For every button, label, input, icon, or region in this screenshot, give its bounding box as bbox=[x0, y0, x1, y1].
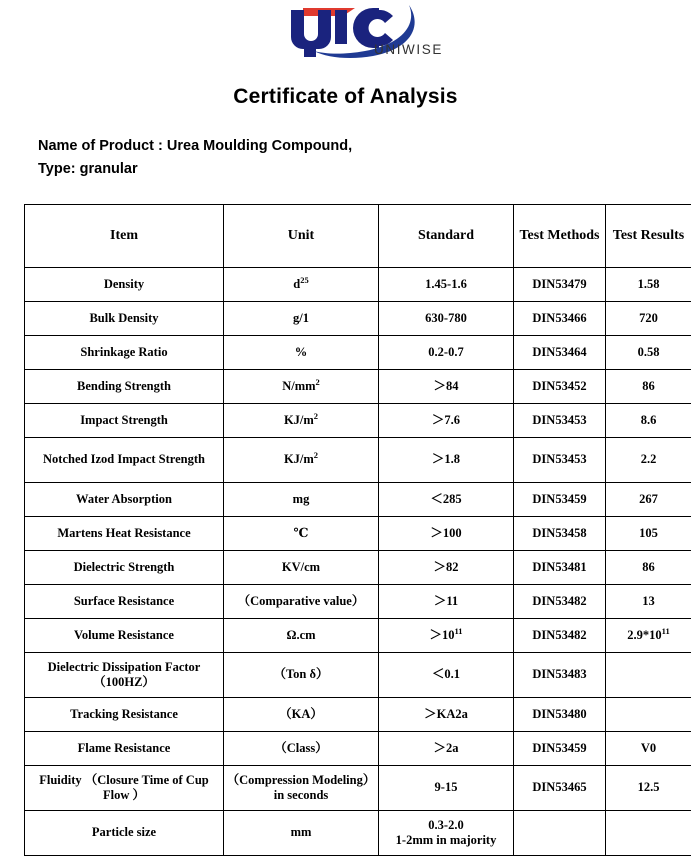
column-header-item: Item bbox=[25, 205, 224, 268]
cell-test-method: DIN53483 bbox=[514, 653, 606, 698]
table-row bbox=[25, 336, 691, 370]
cell-test-method: DIN53453 bbox=[514, 438, 606, 483]
cell-item: Particle size bbox=[25, 811, 224, 856]
cell-unit: （KA） bbox=[224, 698, 379, 732]
table-row bbox=[25, 653, 691, 698]
cell-standard: 1.45-1.6 bbox=[379, 268, 514, 302]
cell-test-result: 720 bbox=[606, 302, 691, 336]
cell-test-method bbox=[514, 811, 606, 856]
cell-test-method: DIN53464 bbox=[514, 336, 606, 370]
cell-test-method: DIN53481 bbox=[514, 551, 606, 585]
cell-test-result: 86 bbox=[606, 370, 691, 404]
cell-test-method: DIN53466 bbox=[514, 302, 606, 336]
cell-standard: ＞7.6 bbox=[379, 404, 514, 438]
table-row bbox=[25, 302, 691, 336]
cell-test-method: DIN53465 bbox=[514, 766, 606, 811]
cell-unit: $KJ/m^2$ bbox=[224, 404, 379, 438]
cell-standard: ＞82 bbox=[379, 551, 514, 585]
cell-standard: ＜0.1 bbox=[379, 653, 514, 698]
cell-item: Notched Izod Impact Strength bbox=[25, 438, 224, 483]
product-info bbox=[38, 135, 691, 182]
cell-test-method: DIN53482 bbox=[514, 619, 606, 653]
cell-standard: 0.3-2.0 1-2mm in majority bbox=[379, 811, 514, 856]
cell-item: Tracking Resistance bbox=[25, 698, 224, 732]
table-row bbox=[25, 438, 691, 483]
cell-unit: mm bbox=[224, 811, 379, 856]
cell-test-method: DIN53480 bbox=[514, 698, 606, 732]
cell-standard: ＞1.8 bbox=[379, 438, 514, 483]
cell-item: Impact Strength bbox=[25, 404, 224, 438]
cell-item: Bending Strength bbox=[25, 370, 224, 404]
table-row bbox=[25, 698, 691, 732]
table-row bbox=[25, 404, 691, 438]
cell-unit: Ω.cm bbox=[224, 619, 379, 653]
cell-item: Bulk Density bbox=[25, 302, 224, 336]
column-header-unit: Unit bbox=[224, 205, 379, 268]
cell-test-method: DIN53482 bbox=[514, 585, 606, 619]
table-row bbox=[25, 483, 691, 517]
table-row bbox=[25, 619, 691, 653]
cell-test-method: DIN53458 bbox=[514, 517, 606, 551]
cell-standard: ＞11 bbox=[379, 585, 514, 619]
cell-test-result bbox=[606, 811, 691, 856]
cell-unit: mg bbox=[224, 483, 379, 517]
cell-test-result: 1.58 bbox=[606, 268, 691, 302]
cell-standard: ＞100 bbox=[379, 517, 514, 551]
analysis-table-container bbox=[24, 204, 666, 856]
product-name-line: Name of Product : Urea Moulding Compound, bbox=[38, 135, 691, 158]
logo-area bbox=[0, 0, 691, 62]
cell-test-result: V0 bbox=[606, 732, 691, 766]
cell-standard: ＞84 bbox=[379, 370, 514, 404]
cell-unit: （Compression Modeling）in seconds bbox=[224, 766, 379, 811]
cell-standard: 0.2-0.7 bbox=[379, 336, 514, 370]
cell-item: Dielectric Dissipation Factor （100HZ） bbox=[25, 653, 224, 698]
cell-test-result: 8.6 bbox=[606, 404, 691, 438]
cell-item: Martens Heat Resistance bbox=[25, 517, 224, 551]
cell-test-result: 13 bbox=[606, 585, 691, 619]
cell-standard: ＞KA2a bbox=[379, 698, 514, 732]
cell-item: Surface Resistance bbox=[25, 585, 224, 619]
cell-unit: g/1 bbox=[224, 302, 379, 336]
cell-unit: KV/cm bbox=[224, 551, 379, 585]
cell-unit: $KJ/m^2$ bbox=[224, 438, 379, 483]
cell-item: Fluidity （Closure Time of Cup Flow ） bbox=[25, 766, 224, 811]
cell-test-method: DIN53452 bbox=[514, 370, 606, 404]
cell-item: Dielectric Strength bbox=[25, 551, 224, 585]
table-row bbox=[25, 551, 691, 585]
cell-standard: 9-15 bbox=[379, 766, 514, 811]
table-header-row bbox=[25, 205, 691, 268]
logo-wordmark: UNIWISE bbox=[374, 42, 443, 57]
product-type-line: Type: granular bbox=[38, 158, 691, 181]
table-row bbox=[25, 370, 691, 404]
cell-standard: ＞2a bbox=[379, 732, 514, 766]
cell-item: Shrinkage Ratio bbox=[25, 336, 224, 370]
cell-unit: $d^{25}$ bbox=[224, 268, 379, 302]
cell-item: Volume Resistance bbox=[25, 619, 224, 653]
cell-unit: % bbox=[224, 336, 379, 370]
column-header-standard: Standard bbox=[379, 205, 514, 268]
cell-item: Water Absorption bbox=[25, 483, 224, 517]
table-row bbox=[25, 268, 691, 302]
cell-test-result: 105 bbox=[606, 517, 691, 551]
cell-test-result bbox=[606, 698, 691, 732]
cell-unit: $N/mm^2$ bbox=[224, 370, 379, 404]
table-row bbox=[25, 811, 691, 856]
cell-test-method: DIN53453 bbox=[514, 404, 606, 438]
cell-test-result: 2.2 bbox=[606, 438, 691, 483]
table-row bbox=[25, 585, 691, 619]
table-row bbox=[25, 766, 691, 811]
cell-test-method: DIN53459 bbox=[514, 483, 606, 517]
column-header-test-methods: Test Methods bbox=[514, 205, 606, 268]
cell-test-result: $2.9*10^{11}$ bbox=[606, 619, 691, 653]
cell-unit: （Ton δ） bbox=[224, 653, 379, 698]
table-row bbox=[25, 732, 691, 766]
column-header-test-results: Test Results bbox=[606, 205, 691, 268]
analysis-table bbox=[24, 204, 691, 856]
cell-test-result: 267 bbox=[606, 483, 691, 517]
uic-logo-graphic bbox=[281, 2, 446, 60]
cell-test-result: 12.5 bbox=[606, 766, 691, 811]
table-row bbox=[25, 517, 691, 551]
page-title: Certificate of Analysis bbox=[0, 85, 691, 109]
company-logo bbox=[281, 2, 446, 60]
cell-standard: 630-780 bbox=[379, 302, 514, 336]
table-body bbox=[25, 205, 691, 856]
cell-test-result bbox=[606, 653, 691, 698]
cell-test-method: DIN53459 bbox=[514, 732, 606, 766]
cell-unit: （Comparative value） bbox=[224, 585, 379, 619]
cell-item: Density bbox=[25, 268, 224, 302]
cell-standard: ＜285 bbox=[379, 483, 514, 517]
cell-test-method: DIN53479 bbox=[514, 268, 606, 302]
cell-unit: （Class） bbox=[224, 732, 379, 766]
cell-unit: ℃ bbox=[224, 517, 379, 551]
cell-test-result: 86 bbox=[606, 551, 691, 585]
cell-test-result: 0.58 bbox=[606, 336, 691, 370]
cell-standard: $>10^{11}$ bbox=[379, 619, 514, 653]
cell-item: Flame Resistance bbox=[25, 732, 224, 766]
